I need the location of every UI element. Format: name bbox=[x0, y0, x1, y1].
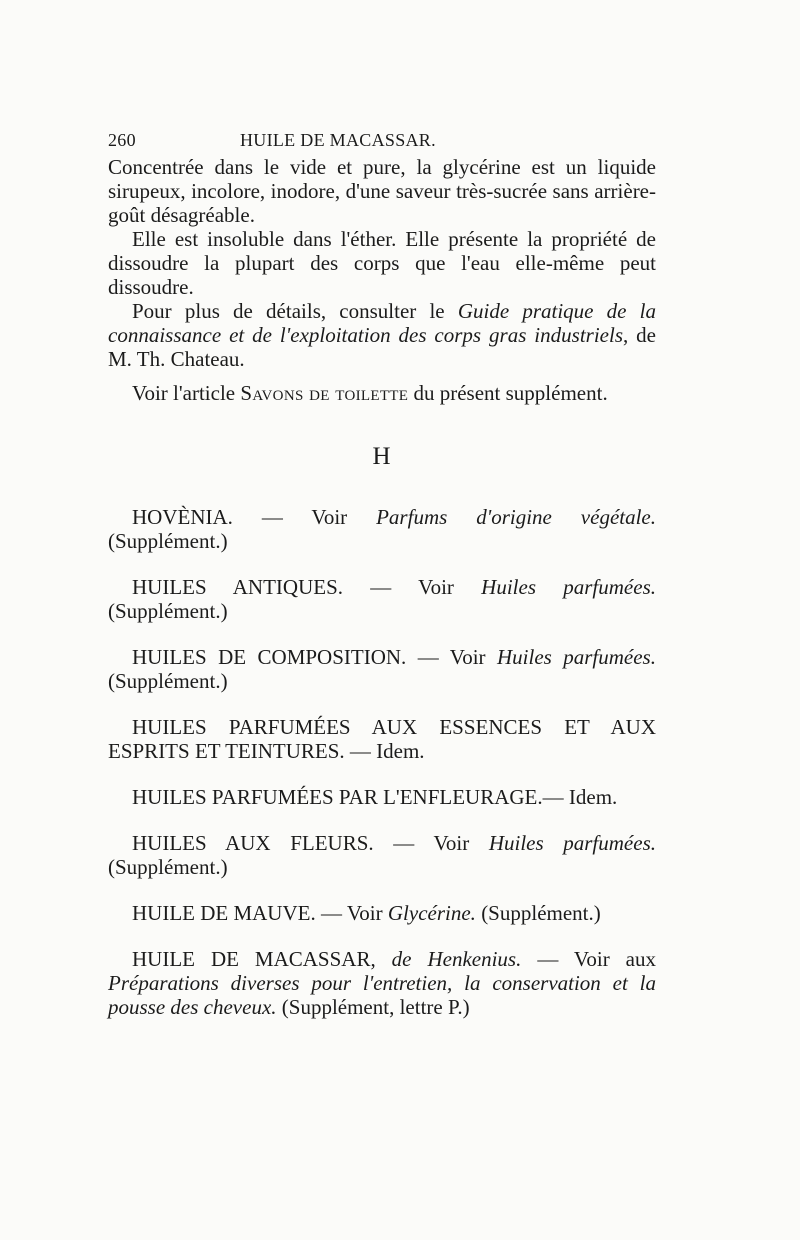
entry-huiles-antiques-ref: Huiles parfumées. bbox=[481, 575, 656, 599]
further-reading-text: Pour plus de détails, consulter le bbox=[132, 299, 458, 323]
entry-huile-de-mauve-tail: (Supplément.) bbox=[475, 901, 601, 925]
entry-hovenia-tail: (Supplément.) bbox=[108, 529, 228, 553]
paragraph-see-article bbox=[108, 381, 656, 405]
entry-hovenia-ref: Parfums d'origine végétale. bbox=[376, 505, 656, 529]
further-reading-book-title: Guide pratique de la connaissance et de l'exploitation des corps gras industriels bbox=[108, 299, 657, 347]
further-reading-author: , de M. Th. Chateau. bbox=[108, 323, 657, 371]
entry-huiles-aux-fleurs-ref: Huiles parfumées. bbox=[488, 831, 656, 855]
entry-huile-de-mauve-head: HUILE DE MAUVE. — Voir bbox=[132, 901, 388, 925]
entry-huiles-parfumees-essences: HUILES PARFUMÉES AUX ESSENCES ET AUX ESPRITS ET TEINTURES. — Idem. bbox=[108, 715, 656, 763]
entry-huiles-de-composition-head: HUILES DE COMPOSITION. — Voir bbox=[132, 645, 497, 669]
entry-huile-de-macassar-ref: Préparations diverses pour l'entretien, la conservation et la pousse des cheveux. bbox=[108, 971, 656, 1019]
page-body bbox=[108, 130, 656, 1041]
entry-huile-de-macassar-tail: (Supplément, lettre P.) bbox=[276, 995, 470, 1019]
entry-huiles-de-composition bbox=[108, 645, 656, 693]
entry-hovenia bbox=[108, 505, 656, 553]
see-article-suffix: du présent supplément. bbox=[408, 381, 608, 405]
section-letter: H bbox=[372, 443, 392, 470]
see-article-text: Voir l'article bbox=[132, 381, 241, 405]
paragraph-further-reading bbox=[108, 299, 656, 371]
entry-huiles-parfumees-enfleurage: HUILES PARFUMÉES PAR L'ENFLEURAGE.— Idem. bbox=[132, 785, 618, 809]
paragraph-glycerine-description: Concentrée dans le vide et pure, la glycérine est un liquide sirupeux, incolore, inodore, d'une saveur très-sucrée sans arrière-goût désagréable. bbox=[108, 155, 656, 227]
running-head bbox=[108, 130, 656, 151]
entry-huile-de-macassar bbox=[108, 947, 656, 1019]
entry-huiles-aux-fleurs-tail: (Supplément.) bbox=[108, 855, 228, 879]
entry-huiles-antiques-head: HUILES ANTIQUES. — Voir bbox=[132, 575, 482, 599]
entry-huile-de-macassar-head: HUILE DE MACASSAR, bbox=[132, 947, 392, 971]
entry-huiles-aux-fleurs-head: HUILES AUX FLEURS. — Voir bbox=[132, 831, 489, 855]
entry-huiles-de-composition-ref: Huiles parfumées. bbox=[496, 645, 656, 669]
see-article-title: Savons de toilette bbox=[240, 381, 409, 405]
entry-huiles-aux-fleurs bbox=[108, 831, 656, 879]
entry-hovenia-head: HOVÈNIA. — Voir bbox=[132, 505, 377, 529]
entry-huile-de-mauve-ref: Glycérine. bbox=[387, 901, 476, 925]
entry-huiles-antiques-tail: (Supplément.) bbox=[108, 599, 228, 623]
entry-huile-de-macassar-see: — Voir aux bbox=[521, 947, 656, 971]
entry-huiles-antiques bbox=[108, 575, 656, 623]
page-number: 260 bbox=[108, 130, 136, 150]
entry-huiles-de-composition-tail: (Supplément.) bbox=[108, 669, 228, 693]
entry-huile-de-mauve bbox=[108, 901, 656, 925]
paragraph-glycerine-solubility: Elle est insoluble dans l'éther. Elle présente la propriété de dissoudre la plupart des corps que l'eau elle-même peut dissoudre. bbox=[108, 227, 656, 299]
entry-huile-de-macassar-author: de Henkenius. bbox=[391, 947, 522, 971]
running-title: HUILE DE MACASSAR. bbox=[240, 130, 436, 150]
